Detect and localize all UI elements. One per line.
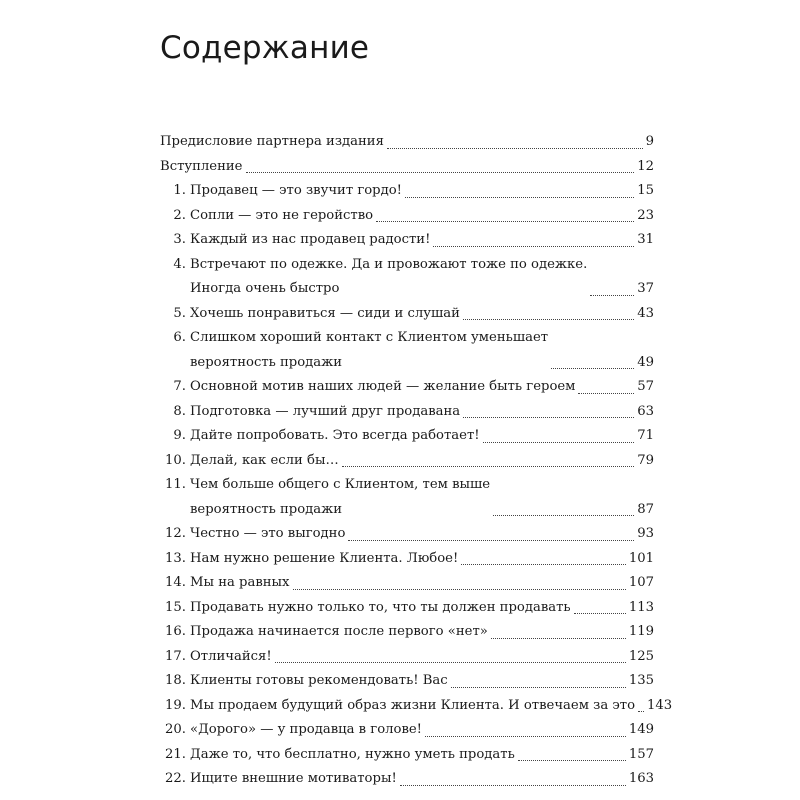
toc-entry-text [160,522,345,547]
chapter-title: Основной мотив наших людей — желание быть героем [190,379,576,394]
toc-entry-title [160,694,635,719]
chapter-number: 15. [165,599,186,615]
dot-leader [451,687,626,688]
toc-entry[interactable] [160,326,654,375]
chapter-title: Иногда очень быстро [190,281,340,296]
toc-entry[interactable] [160,743,654,768]
toc-entry-title [160,179,402,204]
toc-entry-title [160,767,397,792]
toc-entry-title [160,130,384,155]
chapter-title: Слишком хороший контакт с Клиентом уменьшает [190,330,549,345]
dot-leader [551,368,634,369]
toc-entry[interactable] [160,522,654,547]
toc-entry-text [160,694,635,719]
toc-entry[interactable] [160,718,654,743]
toc-entry-text [160,424,480,449]
toc-entry-text [160,179,402,204]
toc-entry-text [160,155,243,180]
toc-entry-title [160,253,587,278]
toc-entry[interactable] [160,424,654,449]
chapter-number: 2. [173,207,186,223]
toc-entry-text [160,253,587,302]
toc-entry-text [160,326,548,375]
dot-leader [246,172,635,173]
toc-entry[interactable] [160,302,654,327]
chapter-number: 7. [173,379,186,394]
toc-entry-title [160,204,373,229]
chapter-number: 13. [165,550,186,566]
dot-leader [400,785,626,786]
dot-leader [491,638,626,639]
toc-entry-text [160,596,571,621]
toc-entry-title [160,718,422,743]
chapter-number: 5. [173,305,186,321]
page-number: 31 [637,232,654,247]
page-number: 87 [637,501,654,517]
toc-entry-text [160,228,430,253]
chapter-title: вероятность продажи [190,501,343,517]
toc-entry-text [160,547,458,572]
chapter-number: 4. [173,256,186,272]
page-number: 113 [628,599,654,615]
toc-entry-text [160,449,339,474]
toc-entry[interactable] [160,767,654,792]
toc-entry-title [160,522,345,547]
page-title: Содержание [160,30,370,66]
chapter-title: Продавать нужно только то, что ты должен продавать [190,599,571,615]
toc-entry-title [160,669,448,694]
page-number: 37 [637,281,654,296]
chapter-number: 16. [165,624,186,639]
chapter-number: 11. [165,477,186,492]
chapter-number: 19. [165,697,186,713]
chapter-number: 21. [165,746,186,762]
chapter-number: 12. [165,526,186,541]
chapter-title: Дайте попробовать. Это всегда работает! [190,428,480,443]
chapter-title: Продавец — это звучит гордо! [190,183,402,198]
toc-entry-text [160,130,384,155]
dot-leader [461,564,626,565]
dot-leader [405,197,634,198]
page-number: 163 [628,771,654,786]
toc-entry-title [160,228,430,253]
toc-entry-text [160,645,272,670]
toc-entry-title-continuation [160,277,587,302]
toc-entry-text [160,571,290,596]
chapter-title: «Дорого» — у продавца в голове! [190,722,422,737]
page-number: 71 [637,428,654,443]
toc-entry-title [160,400,460,425]
chapter-title: Ищите внешние мотиваторы! [190,771,397,786]
chapter-number: 10. [165,452,186,468]
chapter-number: 6. [173,330,186,345]
chapter-title: Вступление [160,158,243,174]
chapter-title: Подготовка — лучший друг продавана [190,403,461,419]
toc-entry-title [160,473,490,498]
toc-entry-text [160,302,460,327]
chapter-number: 9. [173,428,186,443]
toc-entry[interactable] [160,571,654,596]
toc-entry-title [160,620,488,645]
page-number: 119 [628,624,654,639]
dot-leader [463,319,634,320]
dot-leader [425,736,626,737]
page-number: 12 [637,158,654,174]
dot-leader [493,515,634,516]
chapter-title: Мы продаем будущий образ жизни Клиента. И отвечаем за это [190,697,636,713]
toc-entry[interactable] [160,179,654,204]
toc-entry-text [160,669,448,694]
dot-leader [433,246,634,247]
page-number: 93 [637,526,654,541]
toc-entry[interactable] [160,155,654,180]
toc-entry[interactable] [160,473,654,522]
chapter-title: Нам нужно решение Клиента. Любое! [190,550,459,566]
dot-leader [387,148,643,149]
dot-leader [342,466,635,467]
toc-entry[interactable] [160,253,654,302]
page-number: 9 [645,134,654,149]
toc-entry[interactable] [160,204,654,229]
toc-entry-text [160,620,488,645]
toc-entry-title [160,375,575,400]
toc-entry[interactable] [160,620,654,645]
toc-entry[interactable] [160,547,654,572]
table-of-contents [160,130,673,792]
toc-entry-title-continuation [160,351,548,376]
dot-leader [578,393,634,394]
page-number: 49 [637,354,654,370]
dot-leader [483,442,635,443]
toc-entry-title [160,547,458,572]
chapter-title: Отличайся! [190,648,272,664]
toc-entry-title [160,571,290,596]
toc-entry[interactable] [160,645,654,670]
page-number: 143 [647,697,673,713]
chapter-number: 22. [165,771,186,786]
chapter-title: Сопли — это не геройство [190,207,374,223]
chapter-title: Предисловие партнера издания [160,134,384,149]
dot-leader [638,711,644,712]
dot-leader [518,760,626,761]
page-number: 43 [637,305,654,321]
chapter-title: Чем больше общего с Клиентом, тем выше [190,477,491,492]
chapter-number: 14. [165,575,186,590]
chapter-number: 18. [165,673,186,688]
toc-entry-title-continuation [160,498,490,523]
chapter-title: Хочешь понравиться — сиди и слушай [190,305,460,321]
chapter-number: 3. [173,232,186,247]
toc-entry[interactable] [160,596,654,621]
toc-entry[interactable] [160,694,673,719]
toc-entry-text [160,204,373,229]
toc-entry-text [160,375,575,400]
toc-entry-text [160,400,460,425]
toc-entry-title [160,155,243,180]
page-number: 79 [637,452,654,468]
toc-entry-title [160,596,571,621]
toc-entry[interactable] [160,228,654,253]
chapter-title: Продажа начинается после первого «нет» [190,624,488,639]
toc-entry-title [160,326,548,351]
dot-leader [376,221,634,222]
page-number: 157 [628,746,654,762]
chapter-title: Даже то, что бесплатно, нужно уметь продать [190,746,515,762]
toc-entry[interactable] [160,449,654,474]
page-number: 23 [637,207,654,223]
chapter-title: Каждый из нас продавец радости! [190,232,431,247]
dot-leader [590,295,634,296]
chapter-title: Клиенты готовы рекомендовать! Вас [190,673,448,688]
toc-entry-text [160,743,515,768]
toc-entry-title [160,645,272,670]
page-number: 57 [637,379,654,394]
toc-entry[interactable] [160,130,654,155]
page-number: 101 [628,550,654,566]
toc-entry-title [160,424,480,449]
chapter-number: 20. [165,722,186,737]
toc-entry-text [160,718,422,743]
toc-entry-title [160,449,339,474]
toc-entry[interactable] [160,375,654,400]
dot-leader [574,613,626,614]
page-number: 15 [637,183,654,198]
dot-leader [463,417,634,418]
chapter-title: Делай, как если бы… [190,452,339,468]
page-number: 125 [628,648,654,664]
dot-leader [275,662,626,663]
page-number: 63 [637,403,654,419]
chapter-number: 1. [173,183,186,198]
chapter-title: Мы на равных [190,575,290,590]
toc-entry-text [160,473,490,522]
toc-entry-title [160,302,460,327]
chapter-title: Встречают по одежке. Да и провожают тоже по одежке. [190,256,588,272]
chapter-title: Честно — это выгодно [190,526,346,541]
chapter-title: вероятность продажи [190,354,343,370]
page-number: 135 [628,673,654,688]
page-number: 107 [628,575,654,590]
chapter-number: 17. [165,648,186,664]
page-number: 149 [628,722,654,737]
toc-entry-title [160,743,515,768]
toc-entry[interactable] [160,400,654,425]
chapter-number: 8. [173,403,186,419]
dot-leader [348,540,634,541]
dot-leader [293,589,626,590]
toc-entry-text [160,767,397,792]
toc-entry[interactable] [160,669,654,694]
